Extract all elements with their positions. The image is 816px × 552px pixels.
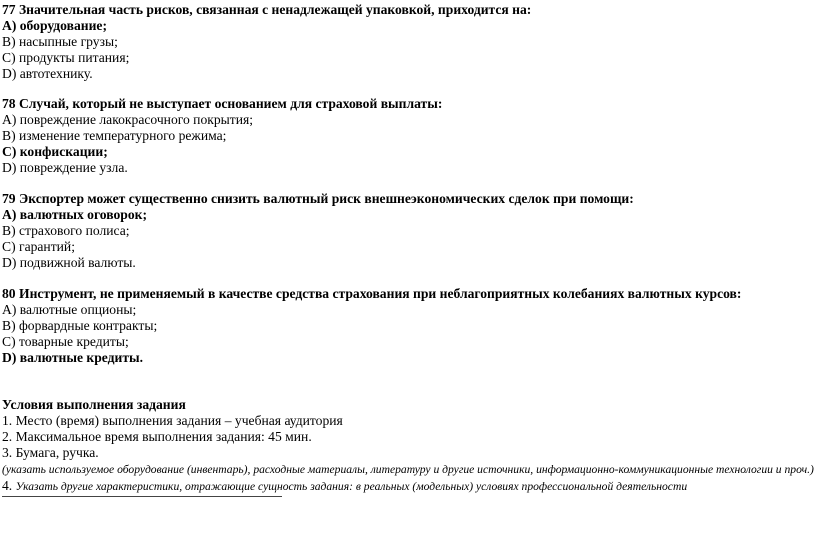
question-80-option-b: B) форвардные контракты; bbox=[2, 318, 158, 333]
question-79-title: 79 Экспортер может существенно снизить валютный риск внешнеэкономических сделок при помощи: bbox=[2, 191, 634, 206]
question-78-title: 78 Случай, который не выступает основанием для страховой выплаты: bbox=[2, 96, 443, 111]
question-77-option-b: B) насыпные грузы; bbox=[2, 34, 118, 49]
conditions-item-3: 3. Бумага, ручка. bbox=[2, 445, 99, 460]
conditions-item-4-text: Указать другие характеристики, отражающие сущность задания: в реальных (модельных) условиях профессиональной деятельности bbox=[15, 480, 688, 493]
question-79-option-c: C) гарантий; bbox=[2, 239, 75, 254]
question-77-option-a: A) оборудование; bbox=[2, 18, 107, 33]
question-79-option-d: D) подвижной валюты. bbox=[2, 255, 136, 270]
conditions-item-1: 1. Место (время) выполнения задания – учебная аудитория bbox=[2, 413, 343, 428]
question-78-option-d: D) повреждение узла. bbox=[2, 160, 128, 175]
question-80-option-a: A) валютные опционы; bbox=[2, 302, 137, 317]
question-79-option-b: B) страхового полиса; bbox=[2, 223, 130, 238]
footnote-divider bbox=[2, 496, 282, 497]
question-79-option-a: A) валютных оговорок; bbox=[2, 207, 148, 222]
conditions-note: (указать используемое оборудование (инвентарь), расходные материалы, литературу и другие источники, информационно-коммуникационные технологии и проч.) bbox=[2, 463, 814, 476]
conditions-item-4 bbox=[2, 478, 687, 495]
question-77-option-d: D) автотехнику. bbox=[2, 66, 93, 81]
conditions-item-4-number: 4. bbox=[2, 478, 13, 493]
conditions-item-2: 2. Максимальное время выполнения задания: 45 мин. bbox=[2, 429, 312, 444]
question-78-option-a: A) повреждение лакокрасочного покрытия; bbox=[2, 112, 254, 127]
question-80-title: 80 Инструмент, не применяемый в качестве средства страхования при неблагоприятных колебаниях валютных курсов: bbox=[2, 286, 742, 301]
question-77-title: 77 Значительная часть рисков, связанная с ненадлежащей упаковкой, приходится на: bbox=[2, 2, 532, 17]
question-78-option-c: C) конфискации; bbox=[2, 144, 108, 159]
question-77-option-c: C) продукты питания; bbox=[2, 50, 130, 65]
question-80-option-c: C) товарные кредиты; bbox=[2, 334, 129, 349]
question-80-option-d: D) валютные кредиты. bbox=[2, 350, 144, 365]
question-78-option-b: B) изменение температурного режима; bbox=[2, 128, 227, 143]
conditions-heading: Условия выполнения задания bbox=[2, 397, 186, 412]
